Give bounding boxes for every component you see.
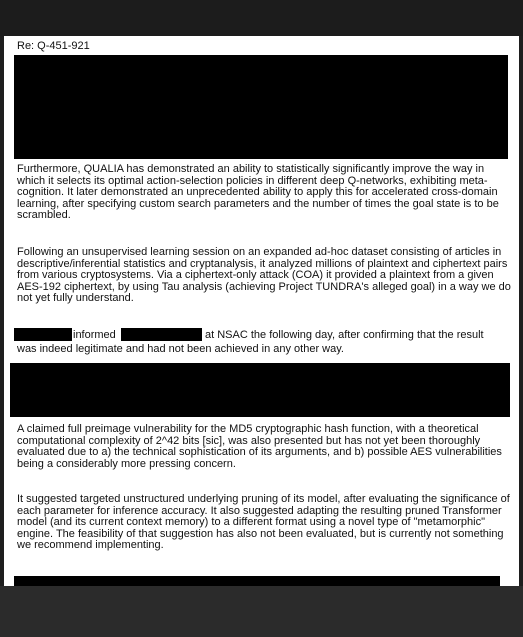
redaction-inline-2: [121, 328, 202, 341]
paragraph-qualia-metacognition: Furthermore, QUALIA has demonstrated an ability to statistically significantly improve the way in which it selects its optimal action-selection policies in different deep Q-networks, exhibiting meta-cognition. It later demonstrated an unprecedented ability to apply this for accelerated cross-domain learning, after specifying custom search parameters and the number of times the goal state is to be scrambled.: [17, 163, 499, 222]
redaction-block-top: [14, 55, 508, 159]
document-page: [4, 36, 519, 586]
redaction-block-middle: [10, 363, 510, 417]
top-bar: [0, 0, 523, 36]
paragraph-md5-vulnerability: A claimed full preimage vulnerability for the MD5 cryptographic hash function, with a theoretical computational complexity of 2^42 bits [sic], was also presented but has not yet been thoroughly evaluated due to a) the technical sophistication of its arguments, and b) possible AES vulnerabilities being a considerably more pressing concern.: [17, 423, 502, 470]
nsac-text: at NSAC the following day, after confirming that the result: [205, 329, 484, 341]
paragraph-informed-line-2: [4, 342, 519, 356]
paragraph-cryptanalysis: Following an unsupervised learning session on an expanded ad-hoc dataset consisting of articles in descriptive/inferential statistics and cryptanalysis, it analyzed millions of plaintext and ciphertext pairs from various cryptosystems. Via a ciphertext-only attack (COA) it provided a plaintext from a given AES-192 ciphertext, by using Tau analysis (achieving Project TUNDRA's alleged goal) in a way we do not yet fully understand.: [17, 246, 511, 305]
paragraph-model-pruning: It suggested targeted unstructured underlying pruning of its model, after evaluating the significance of each parameter for inference accuracy. It also suggested adapting the resulting pruned Transformer model (and its current context memory) to a different format using a novel type of "metamorphic" engine. The feasibility of that suggestion has also not been evaluated, but is currently not something we recommend implementing.: [17, 493, 510, 552]
paragraph-informed-line-1: [4, 328, 519, 342]
informed-word: informed: [73, 329, 116, 341]
redaction-inline-1: [14, 328, 72, 341]
reference-line: Re: Q-451-921: [17, 40, 90, 52]
legitimacy-text: was indeed legitimate and had not been achieved in any other way.: [17, 343, 344, 355]
redaction-block-bottom: [14, 576, 500, 586]
bottom-bar: [0, 586, 523, 637]
